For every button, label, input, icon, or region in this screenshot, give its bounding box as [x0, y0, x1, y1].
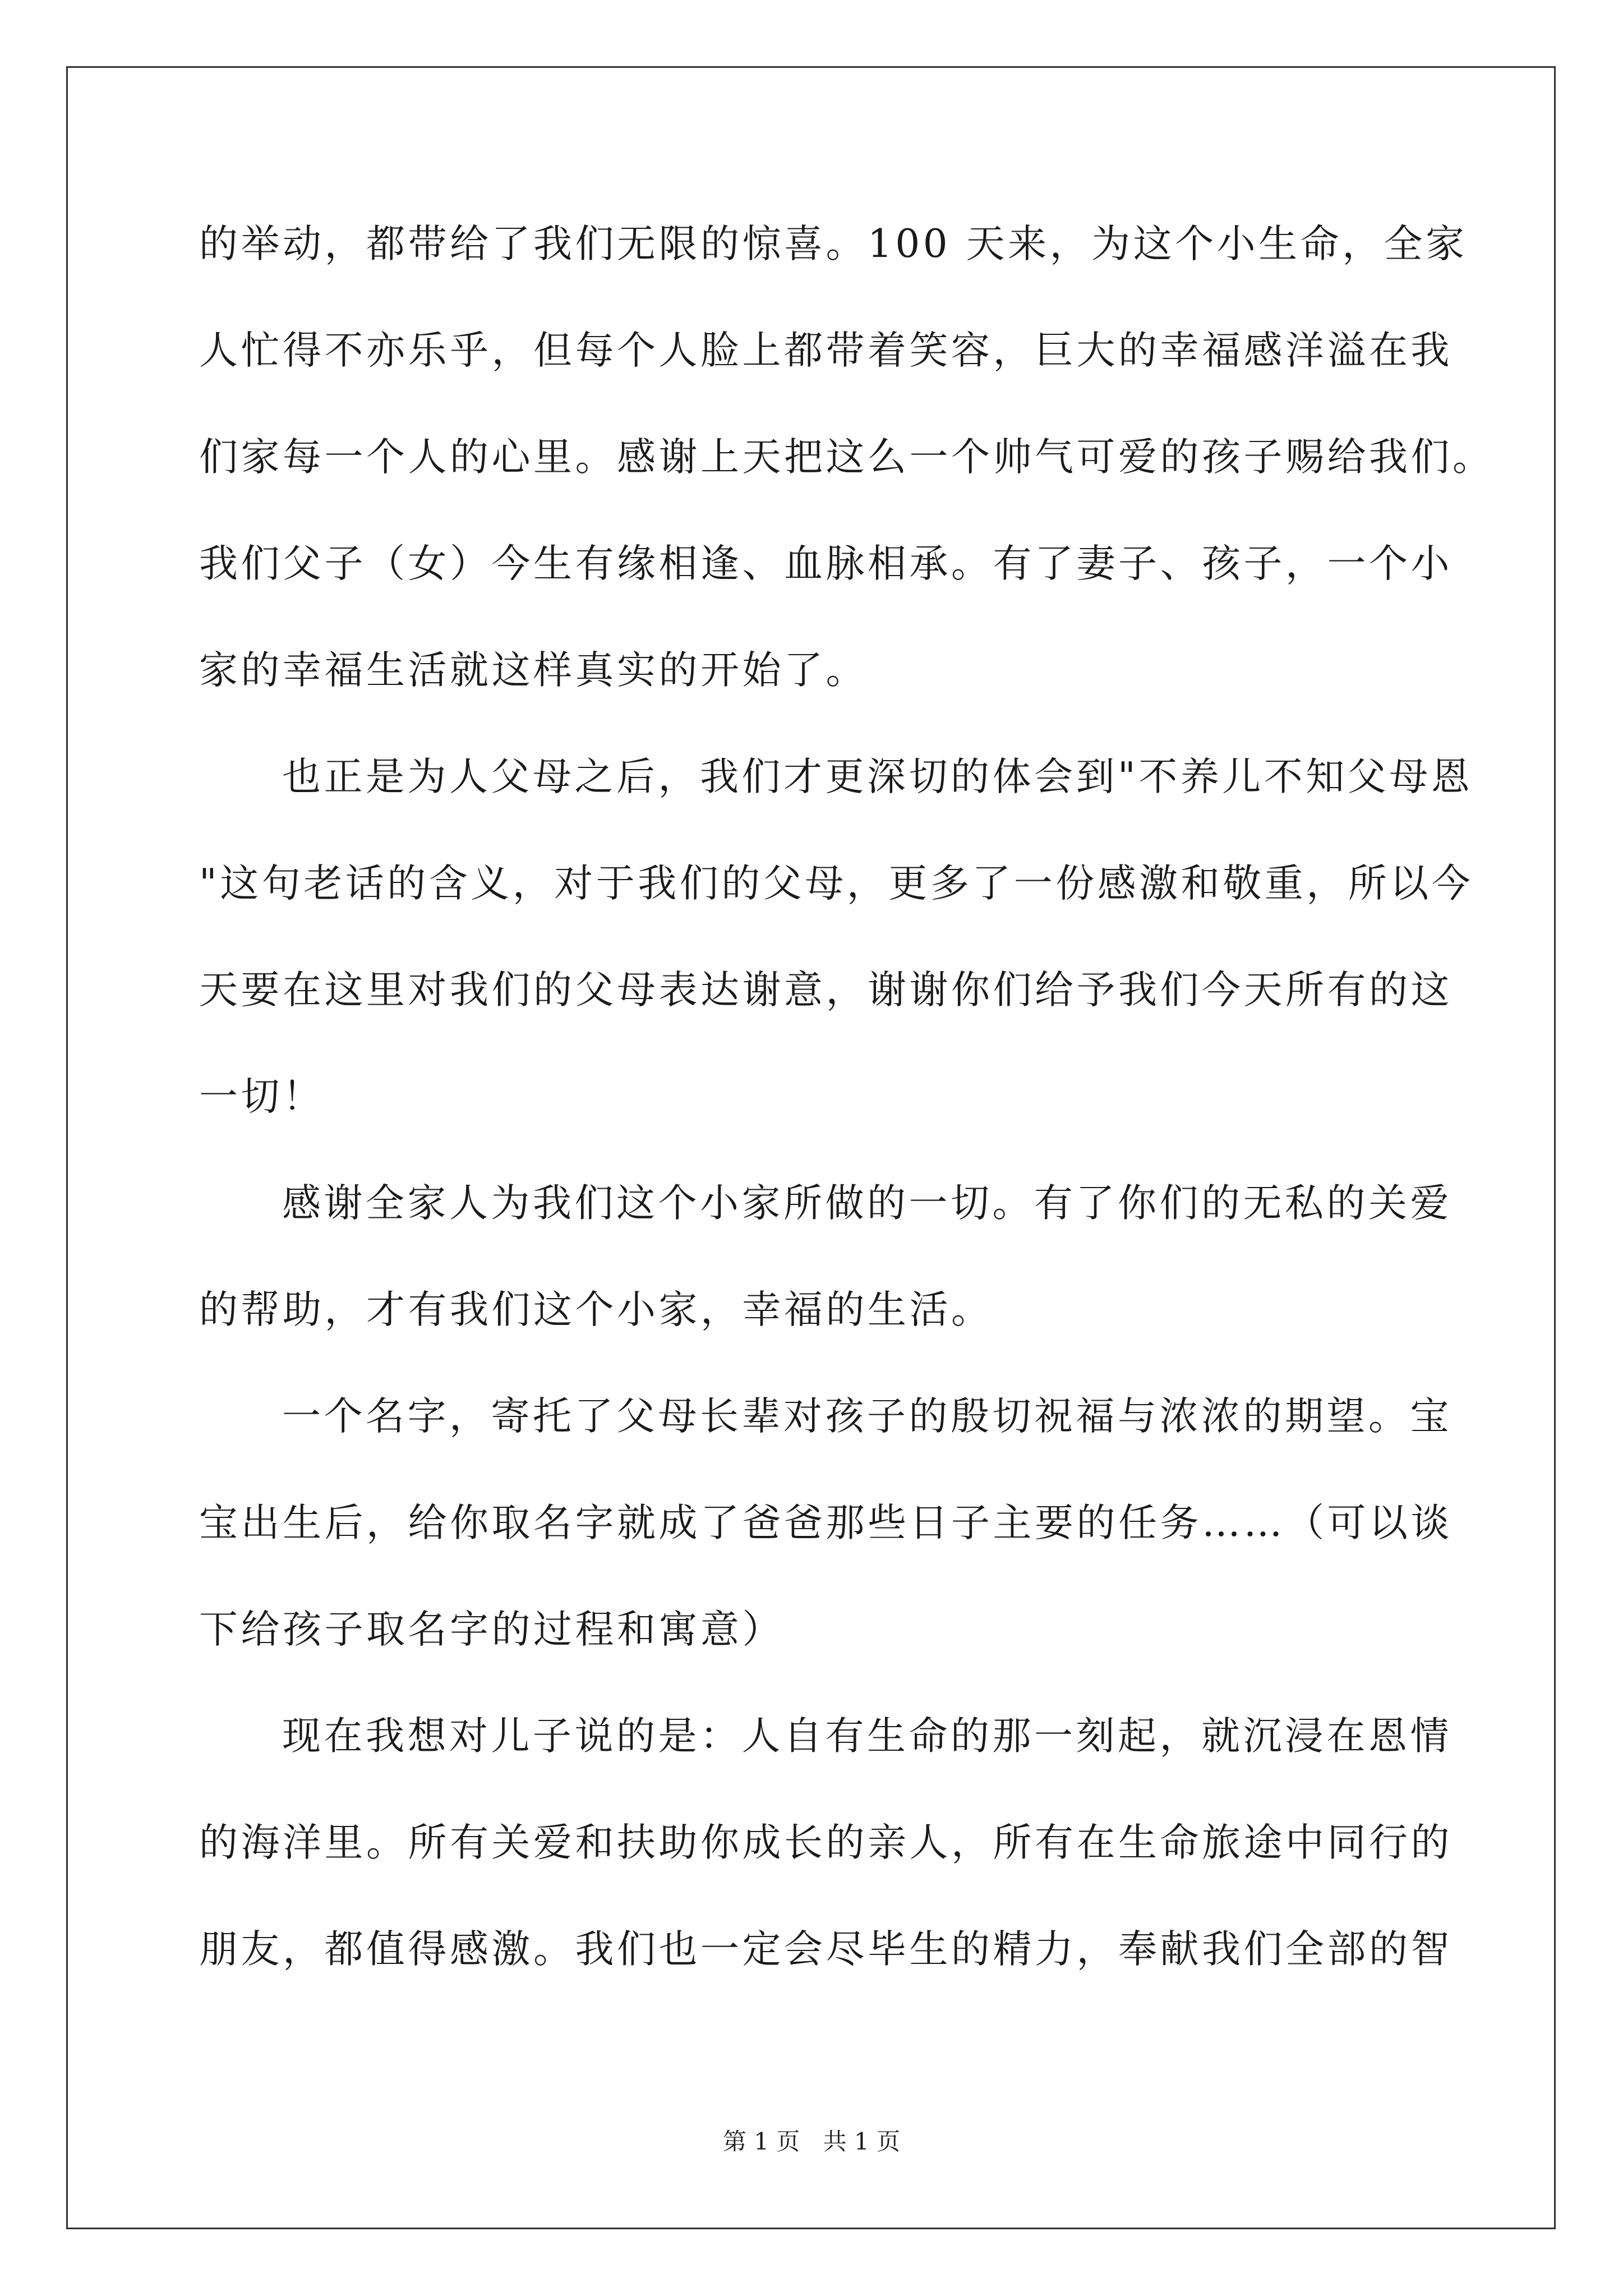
- text-line-3: 们家每一个人的心里。感谢上天把这么一个帅气可爱的孩子赐给我们。: [199, 435, 1495, 480]
- page-border: [66, 66, 1556, 2229]
- page-number: 第 1 页: [722, 2128, 800, 2155]
- text-line-9: 一切！: [199, 1074, 325, 1119]
- text-line-2: 人忙得不亦乐乎，但每个人脸上都带着笑容，巨大的幸福感洋溢在我: [199, 328, 1453, 373]
- text-line-17: 朋友，都值得感激。我们也一定会尽毕生的精力，奉献我们全部的智: [199, 1927, 1453, 1972]
- text-line-7: "这句老话的含义，对于我们的父母，更多了一份感激和敬重，所以今: [199, 861, 1474, 906]
- text-line-13: 宝出生后，给你取名字就成了爸爸那些日子主要的任务……（可以谈: [199, 1501, 1453, 1545]
- text-line-16: 的海洋里。所有关爱和扶助你成长的亲人，所有在生命旅途中同行的: [199, 1820, 1453, 1865]
- text-line-12: 一个名字，寄托了父母长辈对孩子的殷切祝福与浓浓的期望。宝: [282, 1394, 1452, 1439]
- text-line-11: 的帮助，才有我们这个小家，幸福的生活。: [199, 1287, 993, 1332]
- text-line-15: 现在我想对儿子说的是：人自有生命的那一刻起，就沉浸在恩情: [282, 1714, 1452, 1759]
- text-line-8: 天要在这里对我们的父母表达谢意，谢谢你们给予我们今天所有的这: [199, 968, 1453, 1013]
- text-line-10: 感谢全家人为我们这个小家所做的一切。有了你们的无私的关爱: [282, 1181, 1452, 1226]
- text-line-6: 也正是为人父母之后，我们才更深切的体会到"不养儿不知父母恩: [282, 754, 1473, 799]
- text-line-4: 我们父子（女）今生有缘相逢、血脉相承。有了妻子、孩子，一个小: [199, 541, 1453, 586]
- text-line-1: 的举动，都带给了我们无限的惊喜。100 天来，为这个小生命，全家: [199, 222, 1468, 266]
- text-line-14: 下给孩子取名字的过程和寓意）: [199, 1607, 784, 1652]
- text-line-5: 家的幸福生活就这样真实的开始了。: [199, 648, 868, 693]
- page-total: 共 1 页: [823, 2128, 901, 2155]
- page-footer: [0, 2125, 1623, 2159]
